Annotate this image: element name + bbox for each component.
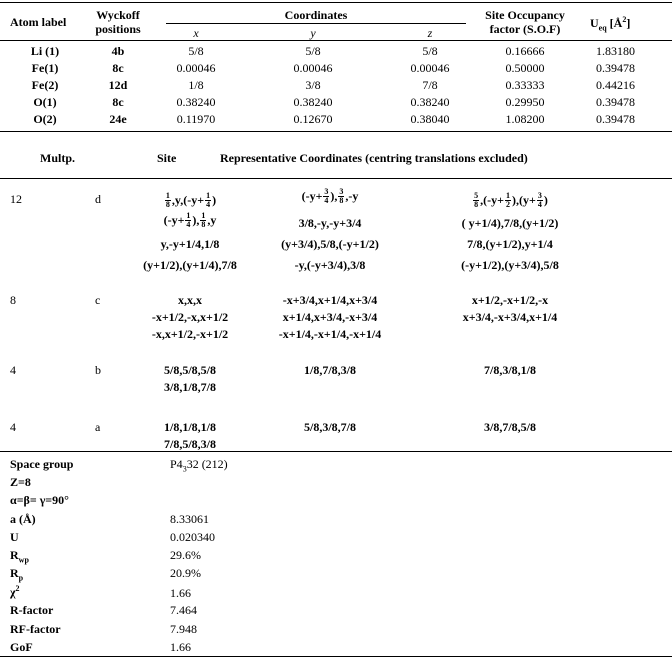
row-2-ueq: 0.39478 [596,61,635,75]
row-1-ueq: 1.83180 [596,44,635,58]
row-2-sof: 0.50000 [505,61,545,75]
row-5-ueq: 0.39478 [596,112,635,126]
mult-c: 8 [10,293,16,307]
site-b: b [95,363,101,377]
row-5-atom-label: O(2) [33,112,57,126]
a-col1-line1: 1/8,1/8,1/8 [163,420,216,434]
d-col2-line3: (y+3/4),5/8,(-y+1/2) [281,237,379,251]
space-group-value: $P4_332$ (212) [170,457,228,474]
c-col3-line2: x+3/4,-x+3/4,x+1/4 [462,310,558,324]
row-1-coord-z: 5/8 [422,44,438,58]
header-site: Site [157,151,177,165]
chi-value: 1.66 [170,586,191,600]
c-col2-line1: -x+3/4,x+1/4,x+3/4 [282,293,378,307]
c-col1-line2: -x+1/2,-x,x+1/2 [151,310,229,324]
header-atom-label: Atom label [10,15,67,29]
a-col2-line1: 5/8,3/8,7/8 [303,420,356,434]
table1-top-rule [0,2,672,3]
row-1-sof: 0.16666 [505,44,545,58]
row-3-ueq: 0.44216 [596,78,635,92]
row-1-atom-label: Li (1) [30,44,60,58]
d-col3-line2: ( y+1/4),7/8,(y+1/2) [461,216,559,230]
header-multp: Multp. [40,151,76,165]
a-col1-line2: 7/8,5/8,3/8 [163,437,216,451]
row-2-coord-x: 0.00046 [176,61,216,75]
row-4-atom-label: O(1) [33,95,57,109]
b-col1-line1: 5/8,5/8,5/8 [163,363,216,377]
row-1-coord-y: 5/8 [305,44,321,58]
d-col3-line4: (-y+1/2),(y+3/4),5/8 [461,258,559,272]
row-4-coord-y: 0.38240 [293,95,333,109]
row-1-wyckoff: 4b [111,44,125,58]
header-x: x [193,26,199,40]
row-2-wyckoff: 8c [112,61,124,75]
b-col1-line2: 3/8,1/8,7/8 [163,380,216,394]
row-4-sof: 0.29950 [505,95,545,109]
mult-d: 12 [10,192,22,206]
mult-b: 4 [10,363,16,377]
d-col1-line2: (-y+ $\frac{1}{4}$ ), $\frac{1}{8}$ ,y [163,210,217,229]
c-col2-line2: x+1/4,x+3/4,-x+3/4 [282,310,378,324]
site-a: a [95,420,101,434]
b-col2-line1: 1/8,7/8,3/8 [303,363,356,377]
table1-bottom-rule [0,131,672,132]
row-3-atom-label: Fe(2) [31,78,59,92]
row-2-coord-z: 0.00046 [410,61,450,75]
row-2-atom-label: Fe(1) [31,61,59,75]
row-4-wyckoff: 8c [112,95,124,109]
d-col1-line3: y,-y+1/4,1/8 [160,237,220,251]
table2-header-rule [0,178,672,179]
site-c: c [95,293,101,307]
a-value: 8.33061 [170,512,209,526]
header-representative: Representative Coordinates (centring translations excluded) [220,151,528,165]
c-col3-line1: x+1/2,-x+1/2,-x [471,293,549,307]
header-ueq: $U_{eq}$ $[Å^2]$ [590,15,631,33]
rffactor-label: RF-factor [10,622,61,636]
rwp-value: 29.6% [170,548,201,562]
table2-bottom-rule [0,451,672,452]
chi-label: $\chi^2$ [10,584,20,599]
row-5-coord-y: 0.12670 [293,112,333,126]
header-sof: Site Occupancy factor (S.O.F) [485,8,565,36]
d-col2-line4: -y,(-y+3/4),3/8 [294,258,366,272]
row-3-wyckoff: 12d [108,78,128,92]
table1-header-rule [0,40,672,41]
u-label: U [10,530,19,544]
rfactor-value: 7.464 [170,603,197,617]
b-col3-line1: 7/8,3/8,1/8 [483,363,536,377]
row-4-coord-x: 0.38240 [176,95,216,109]
rfactor-label: R-factor [10,603,54,617]
a-col3-line1: 3/8,7/8,5/8 [483,420,536,434]
c-col2-line3: -x+1/4,-x+1/4,-x+1/4 [278,327,382,341]
site-d: d [95,192,101,206]
header-z: z [427,26,433,40]
rp-label: $R_p$ [10,566,24,583]
d-col2-line2: 3/8,-y,-y+3/4 [298,216,362,230]
d-col2-line1: (-y+ $\frac{3}{4}$ ), $\frac{3}{8}$ ,-y [301,186,359,205]
a-label: a (Å) [10,512,36,526]
c-col1-line1: x,x,x [178,293,202,307]
d-col3-line1: $\frac{5}{8}$ ,(-y+ $\frac{1}{2}$ ),(y+ $\frac{3}{4}$ ) [474,190,548,209]
row-1-coord-x: 5/8 [188,44,204,58]
space-group-label: Space group [10,457,74,471]
row-5-coord-z: 0.38040 [410,112,450,126]
d-col1-line1: $\frac{1}{8}$ ,y,(-y+ $\frac{1}{4}$ ) [165,190,217,209]
row-2-coord-y: 0.00046 [293,61,333,75]
d-col3-line3: 7/8,(y+1/2),y+1/4 [467,237,553,251]
row-5-wyckoff: 24e [109,112,127,126]
c-col1-line3: -x,x+1/2,-x+1/2 [151,327,229,341]
row-3-coord-x: 1/8 [188,78,204,92]
row-5-coord-x: 0.11970 [176,112,216,126]
mult-a: 4 [10,420,16,434]
rwp-label: $R_{wp}$ [10,548,29,565]
coordinates-underline [166,23,466,24]
row-5-sof: 1.08200 [505,112,545,126]
header-wyckoff: Wyckoff positions [95,8,141,36]
row-3-coord-z: 7/8 [422,78,438,92]
header-y: y [310,26,316,40]
angles: α=β= γ=90° [10,493,69,507]
row-4-coord-z: 0.38240 [410,95,450,109]
row-3-sof: 0.33333 [505,78,545,92]
u-value: 0.020340 [170,530,215,544]
gof-value: 1.66 [170,640,191,654]
row-3-coord-y: 3/8 [305,78,321,92]
rffactor-value: 7.948 [170,622,197,636]
row-4-ueq: 0.39478 [596,95,635,109]
page-bottom-rule [0,656,672,657]
gof-label: GoF [10,640,33,654]
d-col1-line4: (y+1/2),(y+1/4),7/8 [143,258,237,272]
z-value: Z=8 [10,475,31,489]
rp-value: 20.9% [170,566,201,580]
header-coordinates: Coordinates [284,8,348,22]
